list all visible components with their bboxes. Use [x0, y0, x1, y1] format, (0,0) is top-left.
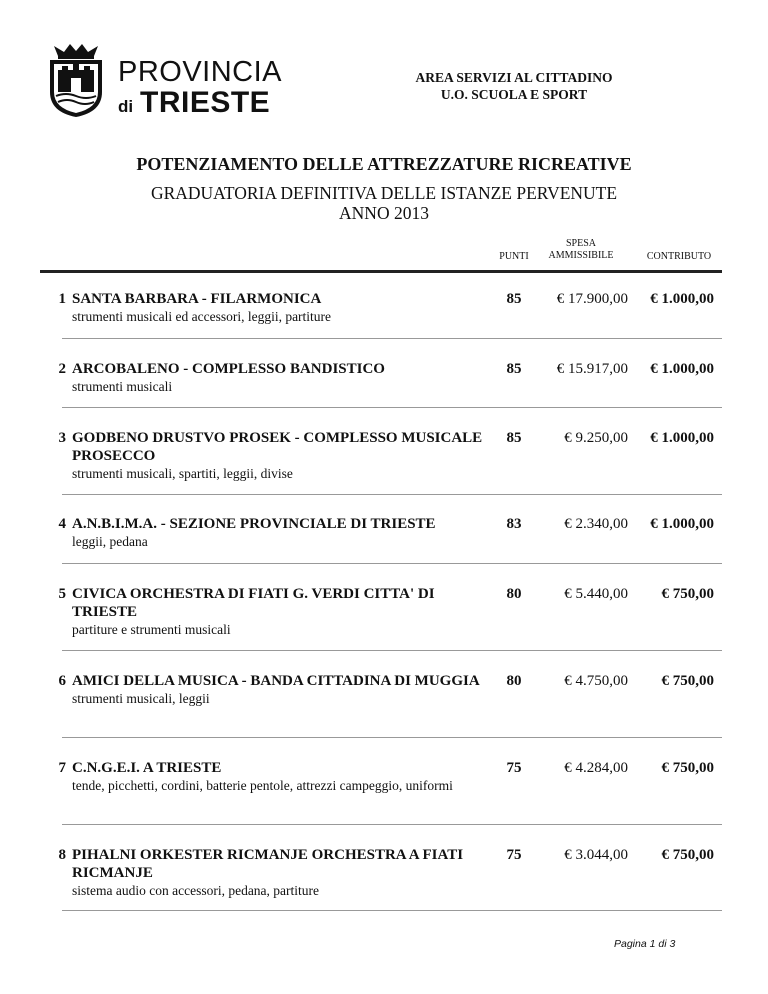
row-divider [62, 494, 722, 495]
row-spesa: € 15.917,00 [556, 361, 628, 377]
row-spesa: € 17.900,00 [556, 291, 628, 307]
column-header-spesa-line1: SPESA [565, 238, 596, 249]
row-spesa: € 9.250,00 [564, 430, 628, 446]
row-points: 85 [506, 291, 522, 307]
row-points: 85 [506, 430, 522, 446]
row-divider [62, 650, 722, 651]
row-points: 80 [506, 673, 522, 689]
applicant-name [72, 759, 484, 794]
applicant-description: strumenti musicali, spartiti, leggii, divise [72, 466, 293, 481]
department-heading [378, 69, 650, 103]
row-contributo: € 1.000,00 [650, 430, 714, 446]
row-number: 2 [58, 361, 66, 377]
applicant-description: strumenti musicali, leggii [72, 691, 210, 706]
row-spesa: € 4.284,00 [564, 760, 628, 776]
document-title: POTENZIAMENTO DELLE ATTREZZATURE RICREATIVE [136, 154, 632, 174]
applicant-name [72, 672, 484, 707]
applicant-description: strumenti musicali [72, 379, 173, 394]
department-area: AREA SERVIZI AL CITTADINO [415, 70, 613, 85]
row-number: 5 [58, 586, 66, 602]
row-spesa: € 3.044,00 [564, 847, 628, 863]
logo-text-di: di [118, 97, 134, 116]
row-number: 8 [58, 847, 66, 863]
row-contributo: € 750,00 [661, 847, 714, 863]
row-divider [62, 563, 722, 564]
applicant-name [72, 585, 484, 638]
provincia-logo [44, 42, 306, 120]
applicant-name-text: PIHALNI ORKESTER RICMANJE ORCHESTRA A FIATI RICMANJE [72, 847, 464, 881]
applicant-name-text: ARCOBALENO - COMPLESSO BANDISTICO [72, 361, 385, 377]
applicant-name-text: C.N.G.E.I. A TRIESTE [72, 760, 222, 776]
row-contributo: € 750,00 [661, 586, 714, 602]
applicant-description: leggii, pedana [72, 534, 148, 549]
row-number: 7 [58, 760, 66, 776]
row-divider [62, 338, 722, 339]
column-header-punti: PUNTI [499, 251, 529, 262]
row-points: 85 [506, 361, 522, 377]
applicant-name-text: GODBENO DRUSTVO PROSEK - COMPLESSO MUSICALE PROSECCO [72, 430, 483, 464]
applicant-description: partiture e strumenti musicali [72, 622, 231, 637]
column-header-spesa-line2: AMMISSIBILE [548, 250, 614, 261]
row-number: 4 [58, 516, 66, 532]
logo-text-provincia: PROVINCIA [118, 56, 283, 88]
header-divider [40, 270, 722, 273]
applicant-description: tende, picchetti, cordini, batterie pentole, attrezzi campeggio, uniformi [72, 778, 453, 793]
row-points: 75 [506, 847, 522, 863]
applicant-name [72, 429, 484, 482]
applicant-description: sistema audio con accessori, pedana, partiture [72, 883, 320, 898]
subtitle-ranking: GRADUATORIA DEFINITIVA DELLE ISTANZE PERVENUTE [150, 183, 618, 203]
row-contributo: € 750,00 [661, 673, 714, 689]
applicant-description: strumenti musicali ed accessori, leggii, partiture [72, 309, 332, 324]
subtitle-year: ANNO 2013 [339, 203, 429, 223]
row-points: 83 [506, 516, 522, 532]
row-divider [62, 824, 722, 825]
row-divider [62, 407, 722, 408]
applicant-name [72, 360, 484, 395]
applicant-name-text: SANTA BARBARA - FILARMONICA [72, 291, 322, 307]
applicant-name [72, 290, 484, 325]
row-contributo: € 1.000,00 [650, 291, 714, 307]
document-subtitle [0, 183, 768, 223]
row-contributo: € 1.000,00 [650, 516, 714, 532]
column-header-contributo: CONTRIBUTO [646, 251, 712, 262]
row-contributo: € 1.000,00 [650, 361, 714, 377]
row-number: 1 [58, 291, 66, 307]
logo-text-trieste: TRIESTE [140, 86, 271, 119]
applicant-name-text: A.N.B.I.M.A. - SEZIONE PROVINCIALE DI TRIESTE [72, 516, 436, 532]
row-spesa: € 2.340,00 [564, 516, 628, 532]
page-number: Pagina 1 di 3 [614, 938, 676, 950]
column-header-spesa [536, 238, 626, 262]
row-divider [62, 910, 722, 911]
applicant-name [72, 846, 484, 899]
row-number: 3 [58, 430, 66, 446]
row-spesa: € 4.750,00 [564, 673, 628, 689]
department-unit: U.O. SCUOLA E SPORT [440, 87, 588, 102]
applicant-name [72, 515, 484, 550]
row-points: 75 [506, 760, 522, 776]
row-spesa: € 5.440,00 [564, 586, 628, 602]
row-number: 6 [58, 673, 66, 689]
trieste-crest-icon [44, 42, 108, 118]
row-divider [62, 737, 722, 738]
row-contributo: € 750,00 [661, 760, 714, 776]
applicant-name-text: AMICI DELLA MUSICA - BANDA CITTADINA DI MUGGIA [72, 673, 480, 689]
applicant-name-text: CIVICA ORCHESTRA DI FIATI G. VERDI CITTA' DI TRIESTE [72, 586, 435, 620]
row-points: 80 [506, 586, 522, 602]
